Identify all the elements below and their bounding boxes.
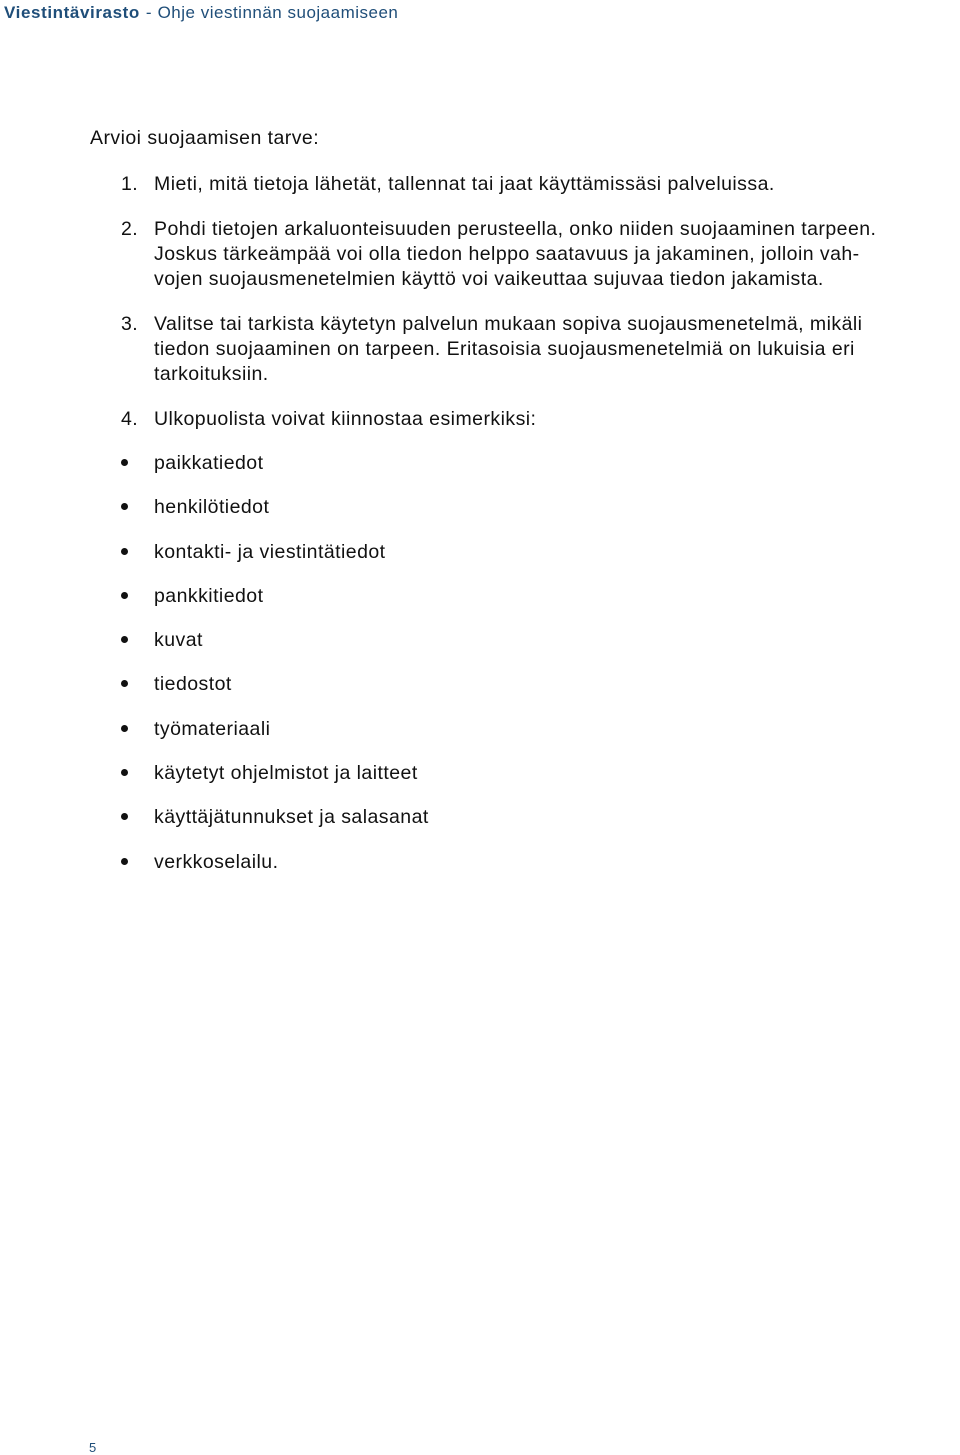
step-text-line: Mieti, mitä tietoja lähetät, tallennat tai jaat käyttämissäsi palveluissa. — [154, 173, 775, 195]
list-item-text: paikkatiedot — [154, 452, 264, 474]
list-item-text: käytetyt ohjelmistot ja laitteet — [154, 762, 418, 785]
list-item — [90, 671, 960, 715]
section-intro: Arvioi suojaamisen tarve: — [90, 127, 320, 149]
list-item-text: kuvat — [154, 629, 203, 652]
page-number: 5 — [89, 1440, 97, 1455]
bullet-icon — [121, 858, 128, 865]
document-body — [90, 124, 960, 893]
list-item — [90, 760, 960, 804]
list-item-text: henkilötiedot — [154, 496, 270, 519]
step-number: 3. — [121, 313, 139, 335]
step-text-line: tiedon suojaaminen on tarpeen. Eritasoisia suojausmenetelmiä on lukuisia eri — [154, 338, 855, 360]
header-separator: - — [145, 3, 152, 22]
step-text-line: Joskus tärkeämpää voi olla tiedon helppo saatavuus ja jakaminen, jolloin vah- — [154, 243, 860, 265]
list-item-text: kontakti- ja viestintätiedot — [154, 540, 386, 563]
step-3 — [90, 312, 960, 387]
bullet-icon — [121, 592, 128, 599]
bullet-icon — [121, 813, 128, 820]
step-text-line: Pohdi tietojen arkaluonteisuuden perusteella, onko niiden suojaaminen tarpeen. — [154, 218, 877, 240]
list-item — [90, 539, 960, 583]
step-text-line: tarkoituksiin. — [154, 363, 269, 385]
list-item — [90, 627, 960, 671]
list-item — [90, 450, 960, 494]
step-text-line: Ulkopuolista voivat kiinnostaa esimerkiksi: — [154, 408, 537, 430]
organization-name: Viestintävirasto — [4, 3, 140, 22]
list-item — [90, 583, 960, 627]
list-item-text: käyttäjätunnukset ja salasanat — [154, 806, 429, 829]
step-4 — [90, 407, 960, 432]
page-header — [4, 3, 398, 23]
list-item — [90, 716, 960, 760]
bullet-icon — [121, 503, 128, 510]
bullet-icon — [121, 548, 128, 555]
list-item-text: verkkoselailu. — [154, 850, 279, 873]
list-item-text: työmateriaali — [154, 717, 271, 740]
list-item — [90, 804, 960, 848]
document-title: Ohje viestinnän suojaamiseen — [157, 3, 399, 22]
list-item — [90, 849, 960, 893]
bullet-icon — [121, 680, 128, 687]
step-2 — [90, 217, 960, 292]
bullet-icon — [121, 725, 128, 732]
list-item-text: pankkitiedot — [154, 584, 264, 607]
step-text-line: vojen suojausmenetelmien käyttö voi vaikeuttaa sujuvaa tiedon jakamista. — [154, 268, 824, 290]
bullet-icon — [121, 636, 128, 643]
step-number: 2. — [121, 218, 139, 240]
step-number: 4. — [121, 408, 139, 430]
example-list — [90, 450, 960, 893]
step-1 — [90, 172, 960, 197]
bullet-icon — [121, 769, 128, 776]
list-item-text: tiedostot — [154, 673, 232, 696]
step-number: 1. — [121, 173, 139, 195]
bullet-icon — [121, 459, 128, 466]
list-item — [90, 494, 960, 538]
step-text-line: Valitse tai tarkista käytetyn palvelun mukaan sopiva suojausmenetelmä, mikäli — [154, 313, 863, 335]
